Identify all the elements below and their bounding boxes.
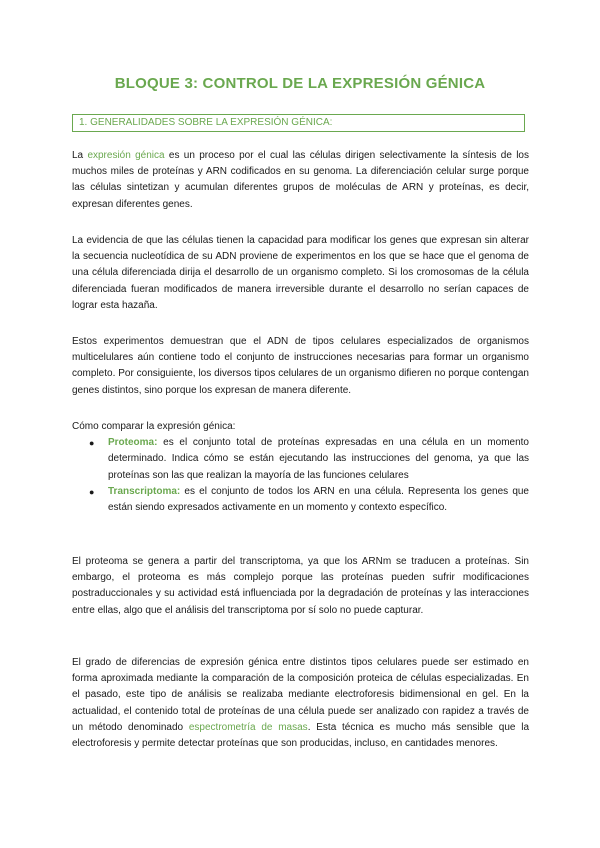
term-transcriptome: Transcriptoma:: [108, 485, 181, 497]
definition-transcriptome: es el conjunto de todos los ARN en una célula. Representa los genes que están siendo expresados activamente en un momento y contexto específico.: [108, 485, 529, 514]
term-proteome: Proteoma:: [108, 437, 158, 449]
paragraph-text: . Esta técnica es mucho más sensible que la electroforesis y permite detectar proteínas que son producidas, incluso, en cantidades menores.: [72, 721, 530, 750]
paragraph-proteome-transcriptome: El proteoma se genera a partir del transcriptoma, ya que los ARNm se traducen a proteínas. Sin embargo, el proteoma es más complejo porque las proteínas pueden sufrir modificaciones postraduccionales y su actividad está influenciada por la degradación de proteínas y las interacciones entre ellas, algo que el análisis del transcriptoma por sí solo no puede capturar.: [72, 556, 529, 616]
list-item-proteome: [72, 435, 529, 484]
bullet-icon: ●: [89, 438, 95, 449]
paragraph-experiments: Estos experimentos demuestran que el ADN de tipos celulares especializados de organismos multicelulares aún contiene todo el conjunto de instrucciones necesarias para formar un organismo completo. Por consiguiente, los diversos tipos celulares de un organismo difieren no porque contengan genes distintos, sino porque los expresan de manera diferente.: [72, 336, 529, 396]
page-title: BLOQUE 3: CONTROL DE LA EXPRESIÓN GÉNICA: [114, 75, 486, 92]
compare-intro: Cómo comparar la expresión génica:: [72, 421, 236, 432]
section-heading: 1. GENERALIDADES SOBRE LA EXPRESIÓN GÉNICA:: [72, 114, 525, 132]
paragraph-expression-differences: [72, 655, 529, 752]
paragraph-text: La: [72, 150, 88, 161]
paragraph-gene-expression: [72, 148, 529, 213]
paragraph-text: es un proceso por el cual las células dirigen selectivamente la síntesis de los muchos miles de proteínas y ARN codificados en su genoma. La diferenciación celular surge porque las células sintetizan y acumulan diferentes grupos de moléculas de ARN y proteínas, es decir, expresan diferentes genes.: [72, 150, 529, 210]
paragraph-evidence: La evidencia de que las células tienen la capacidad para modificar los genes que expresan sin alterar la secuencia nucleotídica de su ADN proviene de experimentos en los que se hace que el genoma de una célula diferenciada dirija el desarrollo de un organismo completo. Si los cromosomas de la célula diferenciada fueran modificados de manera irreversible durante el desarrollo no serían capaces de lograr esta hazaña.: [72, 235, 529, 311]
paragraph-text: El grado de diferencias de expresión génica entre distintos tipos celulares puede ser estimado en forma aproximada mediante la comparación de la composición proteica de células especializadas. En el pasado, este tipo de análisis se realizaba mediante electroforesis bidimensional en gel. En la actualidad, el contenido total de proteínas de una célula puede ser analizado con rapidez a través de un método denominado: [72, 657, 529, 733]
compare-section: [72, 419, 529, 516]
highlight-term-mass-spectrometry: espectrometría de masas: [188, 721, 308, 733]
list-item-transcriptome: [72, 484, 529, 516]
definition-proteome: es el conjunto total de proteínas expresadas en una célula en un momento determinado. Indica cómo se están ejecutando las instrucciones del genoma, ya que las proteínas son las que realizan la mayoría de las funciones celulares: [108, 437, 529, 481]
bullet-icon: ●: [89, 486, 95, 497]
highlight-term-gene-expression: expresión génica: [87, 150, 165, 161]
compare-list: [72, 435, 529, 516]
